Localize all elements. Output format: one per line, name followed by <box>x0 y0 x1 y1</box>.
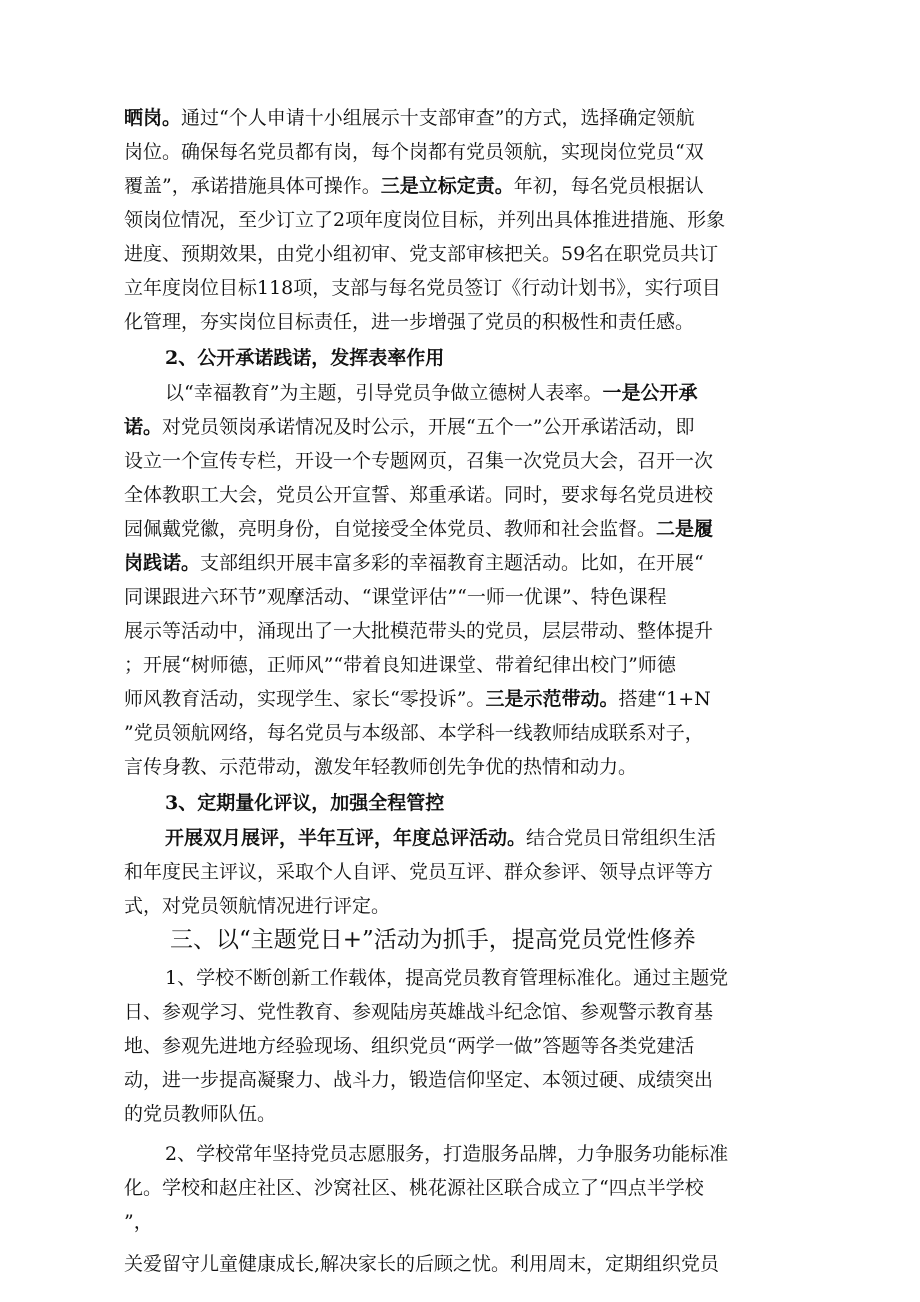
paragraph-line <box>124 682 804 716</box>
subheading-3: 3、定期量化评议，加强全程管控 <box>165 792 445 814</box>
bold-phrase: 岗践诺。 <box>124 552 201 574</box>
paragraph-line: 化管理，夯实岗位目标责任，进一步增强了党员的积极性和责任感。 <box>124 311 695 333</box>
paragraph-line: 设立一个宣传专栏，开设一个专题网页，召集一次党员大会，召开一次 <box>124 450 714 472</box>
bold-phrase: 三是示范带动。 <box>485 688 619 710</box>
text-run: 覆盖”，承诺措施具体可操作。 <box>124 175 381 197</box>
paragraph-line <box>124 101 804 135</box>
text-run: 师风教育活动，实现学生、家长“零投诉”。 <box>124 688 486 710</box>
bold-phrase: 一是公开承 <box>602 382 698 404</box>
paragraph-line: 展示等活动中，涌现出了一大批模范带头的党员，层层带动、整体提升 <box>124 620 714 642</box>
paragraph-line: 的党员教师队伍。 <box>124 1103 277 1125</box>
paragraph-line: 地、参观先进地方经验现场、组织党员“两学一做”答题等各类党建活 <box>124 1035 695 1057</box>
paragraph-line: 全体教职工大会，党员公开宣誓、郑重承诺。同时，要求每名党员进校 <box>124 484 714 506</box>
paragraph-line <box>165 376 845 410</box>
text-run: 对党员领岗承诺情况及时公示，开展“五个一”公开承诺活动，即 <box>162 416 695 438</box>
paragraph-line: 1、学校不断创新工作载体，提高党员教育管理标准化。通过主题党 <box>165 967 729 989</box>
paragraph-line: 立年度岗位目标118项，支部与每名党员签订《行动计划书》，实行项目 <box>124 277 721 299</box>
bold-phrase: 二是履 <box>656 518 714 540</box>
paragraph-line: 领岗位情况，至少订立了2项年度岗位目标，并列出具体推进措施、形象 <box>124 209 726 231</box>
text-run: 结合党员日常组织生活 <box>526 827 717 849</box>
text-run: 园佩戴党徽，亮明身份，自觉接受全体党员、教师和社会监督。 <box>124 518 657 540</box>
paragraph-line <box>124 169 804 203</box>
paragraph-line: ；开展“树师德，正师风”“带着良知进课堂、带着纪律出校门”师德 <box>124 654 676 676</box>
text-run: 以“幸福教育”为主题，引导党员争做立德树人表率。 <box>165 382 603 404</box>
paragraph-line: 日、参观学习、党性教育、参观陆房英雄战斗纪念馆、参观警示教育基 <box>124 1001 714 1023</box>
paragraph-line: 同课跟进六环节”观摩活动、“课堂评估”“一师一优课”、特色课程 <box>124 586 667 608</box>
paragraph-line: 式，对党员领航情况进行评定。 <box>124 895 391 917</box>
paragraph-line <box>124 410 804 444</box>
paragraph-line: 关爱留守儿童健康成长,解决家长的后顾之忧。利用周末，定期组织党员 <box>124 1253 720 1275</box>
paragraph-line: ”， <box>124 1211 153 1233</box>
paragraph-line: 进度、预期效果，由党小组初审、党支部审核把关。59名在职党员共订 <box>124 243 719 265</box>
text-run: 通过“个人申请十小组展示十支部审查”的方式，选择确定领航 <box>181 107 695 129</box>
bold-phrase: 诺。 <box>124 416 163 438</box>
paragraph-line <box>124 512 804 546</box>
paragraph-line <box>124 546 804 580</box>
paragraph-line <box>165 821 845 855</box>
paragraph-line: 和年度民主评议，采取个人自评、党员互评、群众参评、领导点评等方 <box>124 861 714 883</box>
subheading-2: 2、公开承诺践诺，发挥表率作用 <box>165 347 445 369</box>
bold-phrase: 三是立标定责。 <box>380 175 514 197</box>
text-run: 支部组织开展丰富多彩的幸福教育主题活动。比如，在开展“ <box>200 552 704 574</box>
bold-phrase: 晒岗。 <box>124 107 182 129</box>
bold-phrase: 开展双月展评，半年互评，年度总评活动。 <box>165 827 527 849</box>
text-run: 年初，每名党员根据认 <box>513 175 704 197</box>
section-heading-3: 三、以“主题党日+”活动为抓手，提高党员党性修养 <box>170 927 696 953</box>
paragraph-line: ”党员领航网络，每名党员与本级部、本学科一线教师结成联系对子， <box>124 722 704 744</box>
paragraph-line: 动，进一步提高凝聚力、战斗力，锻造信仰坚定、本领过硬、成绩突出 <box>124 1069 714 1091</box>
paragraph-line: 化。学校和赵庄社区、沙窝社区、桃花源社区联合成立了“四点半学校 <box>124 1177 704 1199</box>
paragraph-line: 言传身教、示范带动，激发年轻教师创先争优的热情和动力。 <box>124 756 638 778</box>
paragraph-line: 2、学校常年坚持党员志愿服务，打造服务品牌，力争服务功能标准 <box>165 1143 729 1165</box>
paragraph-line: 岗位。确保每名党员都有岗，每个岗都有党员领航，实现岗位党员“双 <box>124 141 704 163</box>
text-run: 搭建“1+N <box>618 688 711 710</box>
